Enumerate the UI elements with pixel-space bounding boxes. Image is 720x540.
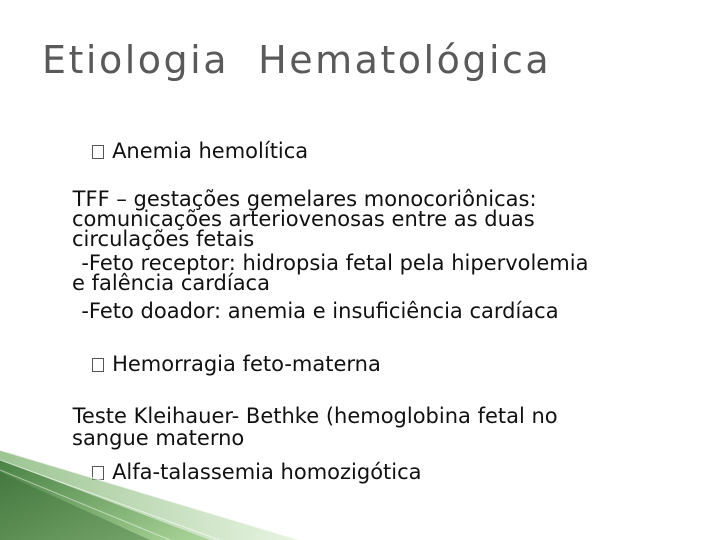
bullet-heading-text: Alfa-talassemia homozigótica (112, 460, 422, 484)
slide-title: Etiologia Hematológica (42, 38, 552, 82)
sub-line: Teste Kleihauer- Bethke (hemoglobina fetal no (66, 404, 558, 428)
bullet-heading (52, 115, 588, 187)
sub-line: sangue materno (72, 426, 245, 450)
sub-line: -Feto doador: anemia e insuficiência cardíaca (68, 299, 559, 323)
bullet-anemia (52, 115, 588, 323)
bullet-heading (52, 328, 558, 400)
bullet-heading-text: Anemia hemolítica (112, 139, 309, 163)
sub-line: comunicações arteriovenosas entre as duas (72, 207, 535, 231)
bullet-heading-text: Hemorragia feto-materna (112, 352, 381, 376)
bullet-hemorragia (52, 328, 558, 450)
bullet-box-icon (92, 145, 104, 159)
sub-line: TFF – gestações gemelares monocoriônicas: (66, 187, 537, 211)
sub-line: -Feto receptor: hidropsia fetal pela hipervolemia (68, 251, 589, 275)
bullet-box-icon (92, 358, 104, 372)
sub-line: circulações fetais (72, 227, 255, 251)
sub-line: e falência cardíaca (72, 271, 270, 295)
corner-decoration (0, 450, 300, 540)
